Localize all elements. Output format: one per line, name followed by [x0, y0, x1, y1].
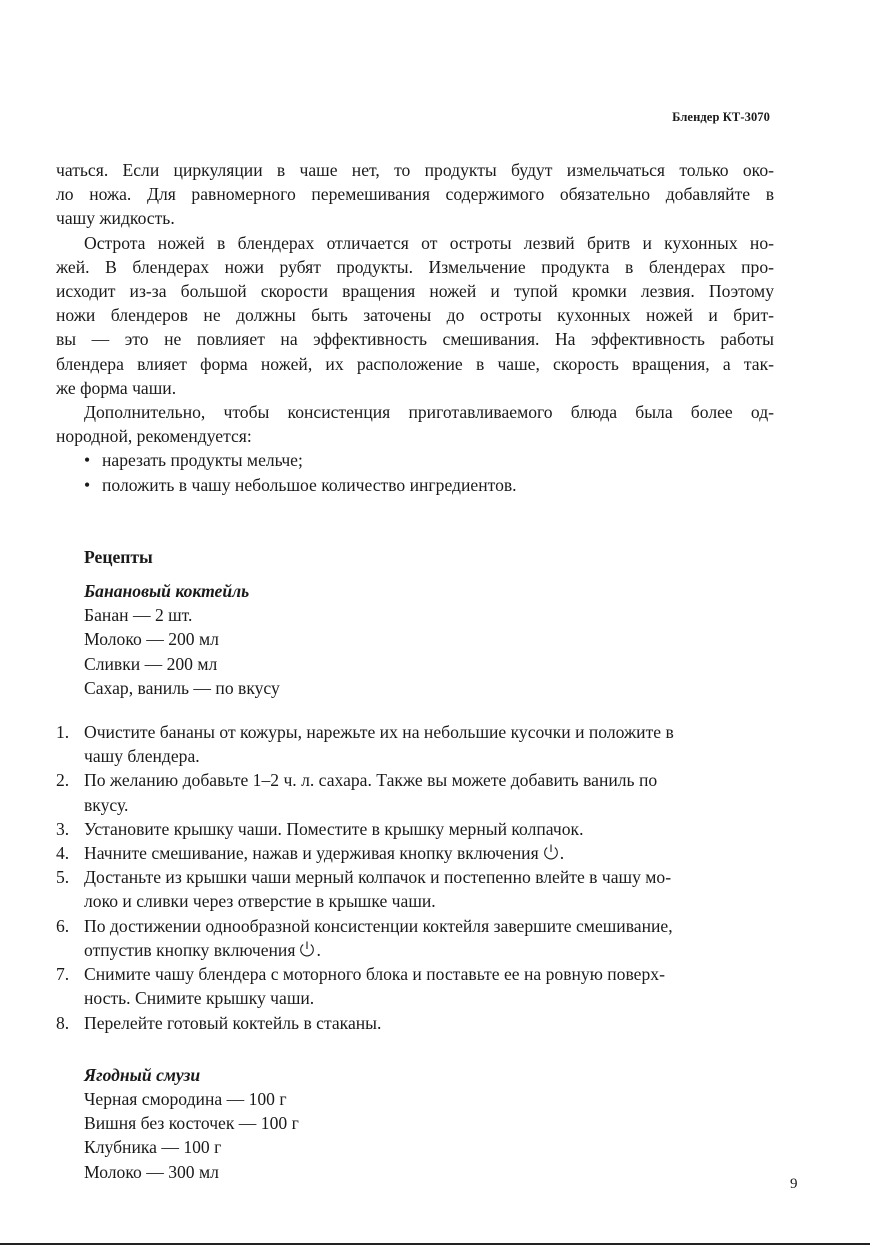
- list-item: [56, 473, 774, 497]
- step-line: Установите крышку чаши. Поместите в крышку мерный колпачок.: [84, 818, 584, 839]
- step-item: [56, 914, 774, 962]
- text-line: чаться. Если циркуляции в чаше нет, то продукты будут измельчаться только око-: [56, 160, 774, 180]
- step-line-text: отпустив кнопку включения: [84, 939, 296, 960]
- ingredient: Сахар, ваниль — по вкусу: [84, 677, 280, 698]
- text-line: Острота ножей в блендерах отличается от остроты лезвий бритв и кухонных но-: [84, 232, 774, 253]
- section-heading: Рецепты: [84, 546, 153, 567]
- step-line-tail: .: [559, 843, 565, 864]
- step-number: 2.: [56, 770, 70, 791]
- ingredient: Черная смородина — 100 г: [84, 1088, 287, 1109]
- step-line: Перелейте готовый коктейль в стаканы.: [84, 1012, 382, 1033]
- step-item: [56, 865, 774, 913]
- recipe-title: Ягодный смузи: [84, 1064, 201, 1085]
- text-line: ножи блендеров не должны быть заточены до остроты кухонных ножей и брит-: [56, 305, 774, 326]
- step-number: 8.: [56, 1012, 70, 1033]
- step-line: По достижении однообразной консистенции коктейля завершите смешивание,: [84, 915, 673, 936]
- text-line: жей. В блендерах ножи рубят продукты. Измельчение продукта в блендерах про-: [56, 256, 774, 277]
- ingredient: Банан — 2 шт.: [84, 605, 193, 626]
- text-line: нородной, рекомендуется:: [56, 426, 252, 447]
- step-line: [84, 938, 774, 962]
- step-number: 3.: [56, 818, 70, 839]
- power-icon: [542, 843, 560, 861]
- ingredient: Молоко — 300 мл: [84, 1161, 219, 1182]
- power-icon: [298, 940, 316, 958]
- paragraph-3: [56, 400, 774, 448]
- step-line: Снимите чашу блендера с моторного блока и поставьте ее на ровную поверх-: [84, 964, 665, 985]
- ingredient: Молоко — 200 мл: [84, 629, 219, 650]
- list-item: [56, 448, 774, 472]
- recommendation-list: [56, 448, 774, 496]
- step-line: чашу блендера.: [84, 746, 200, 767]
- running-header: Блендер КТ-3070: [672, 110, 770, 124]
- ingredient-list: [84, 1087, 774, 1184]
- step-number: 5.: [56, 867, 70, 888]
- step-item: [56, 768, 774, 816]
- step-item: [56, 841, 774, 865]
- step-number: 6.: [56, 915, 70, 936]
- text-line: ло ножа. Для равномерного перемешивания содержимого обязательно добавляйте в: [56, 184, 774, 205]
- step-line-text: Начните смешивание, нажав и удерживая кнопку включения: [84, 843, 539, 864]
- ingredient-list: [84, 603, 774, 700]
- bullet-icon: •: [84, 474, 91, 495]
- step-line-tail: .: [316, 939, 321, 960]
- step-line: [84, 841, 774, 865]
- step-line: Очистите бананы от кожуры, нарежьте их на небольшие кусочки и положите в: [84, 722, 674, 743]
- page-number: 9: [790, 1176, 798, 1192]
- step-number: 1.: [56, 722, 70, 743]
- step-number: 7.: [56, 964, 70, 985]
- text-line: вы — это не повлияет на эффективность смешивания. На эффективность работы: [56, 329, 774, 350]
- step-number: 4.: [56, 843, 70, 864]
- step-line: ность. Снимите крышку чаши.: [84, 988, 315, 1009]
- page-content: [56, 158, 774, 1184]
- ingredient: Клубника — 100 г: [84, 1137, 222, 1158]
- list-item-text: нарезать продукты мельче;: [102, 450, 303, 471]
- step-line: вкусу.: [84, 794, 129, 815]
- step-item: [56, 962, 774, 1010]
- paragraph-1: [56, 158, 774, 231]
- paragraph-2: [56, 231, 774, 400]
- ingredient: Сливки — 200 мл: [84, 653, 218, 674]
- step-item: [56, 720, 774, 768]
- step-item: [56, 817, 774, 841]
- bullet-icon: •: [84, 450, 91, 471]
- text-line: исходит из-за большой скорости вращения ножей и тупой кромки лезвия. Поэтому: [56, 281, 774, 302]
- text-line: же форма чаши.: [56, 377, 177, 398]
- step-list: [56, 720, 774, 1035]
- step-line: По желанию добавьте 1–2 ч. л. сахара. Также вы можете добавить ваниль по: [84, 770, 658, 791]
- list-item-text: положить в чашу небольшое количество ингредиентов.: [102, 474, 517, 495]
- text-line: Дополнительно, чтобы консистенция приготавливаемого блюда была более од-: [84, 402, 774, 423]
- step-line: Достаньте из крышки чаши мерный колпачок и постепенно влейте в чашу мо-: [84, 867, 672, 888]
- text-line: блендера влияет форма ножей, их расположение в чаше, скорость вращения, а так-: [56, 353, 774, 374]
- text-line: чашу жидкость.: [56, 208, 175, 229]
- recipe-title: Банановый коктейль: [84, 581, 250, 602]
- step-line: локо и сливки через отверстие в крышке чаши.: [84, 891, 436, 912]
- ingredient: Вишня без косточек — 100 г: [84, 1113, 299, 1134]
- page-bottom-rule: [0, 1243, 870, 1245]
- step-item: [56, 1011, 774, 1035]
